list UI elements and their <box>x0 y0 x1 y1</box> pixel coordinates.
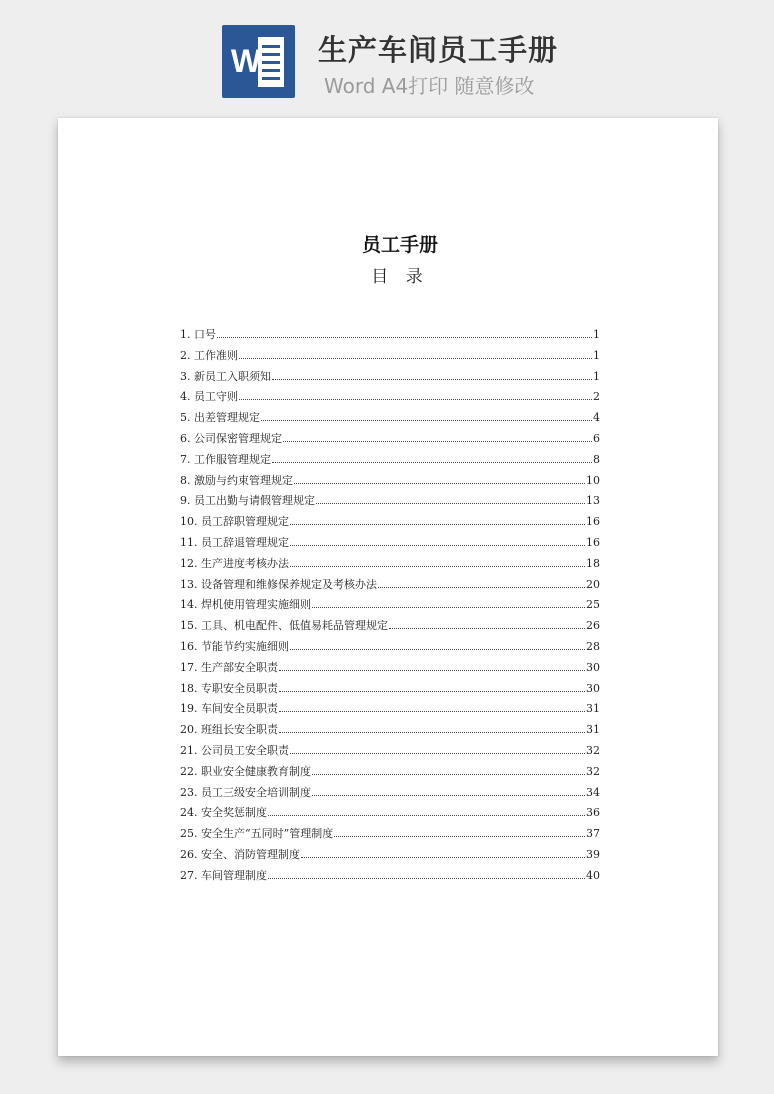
toc-leader-dots <box>239 345 592 359</box>
toc-entry-label: 20. 班组长安全职责 <box>180 723 278 737</box>
word-document-icon <box>222 25 295 98</box>
word-icon-line <box>262 69 280 72</box>
toc-leader-dots <box>301 844 585 858</box>
toc-entry-label: 2. 工作准则 <box>180 348 238 362</box>
document-title: 员工手册 <box>361 234 438 256</box>
toc-entry-label: 19. 车间安全员职责 <box>180 702 278 716</box>
toc-entry-label: 11. 员工辞退管理规定 <box>180 535 289 549</box>
toc-entry <box>180 740 600 761</box>
toc-entry <box>180 470 600 491</box>
toc-entry <box>180 428 600 449</box>
toc-entry <box>180 386 600 407</box>
toc-entry-page: 37 <box>586 827 600 841</box>
word-icon-line <box>262 61 280 64</box>
page-title: 生产车间员工手册 <box>318 33 559 67</box>
toc-leader-dots <box>279 698 585 712</box>
toc-entry-page: 10 <box>586 473 600 487</box>
toc-entry-label: 1. 口号 <box>180 328 216 341</box>
toc-leader-dots <box>279 719 585 733</box>
toc-entry <box>180 449 600 470</box>
toc-entry-label: 24. 安全奖惩制度 <box>180 806 267 820</box>
toc-entry-label: 14. 焊机使用管理实施细则 <box>180 598 311 612</box>
toc-leader-dots <box>312 594 585 608</box>
toc-leader-dots <box>239 386 592 400</box>
toc-entry <box>180 782 600 803</box>
toc-entry-page: 1 <box>593 328 600 341</box>
toc-entry-label: 7. 工作服管理规定 <box>180 452 271 466</box>
toc-entry-label: 22. 职业安全健康教育制度 <box>180 764 311 778</box>
toc-entry <box>180 532 600 553</box>
toc-leader-dots <box>316 490 585 504</box>
toc-leader-dots <box>272 449 592 463</box>
document-toc-heading: 目 录 <box>371 267 429 287</box>
toc-entry-label: 17. 生产部安全职责 <box>180 660 278 674</box>
toc-entry <box>180 615 600 636</box>
toc-entry <box>180 345 600 366</box>
document-page <box>58 118 718 1056</box>
toc-entry-label: 3. 新员工入职须知 <box>180 369 271 383</box>
toc-entry-label: 10. 员工辞职管理规定 <box>180 515 289 529</box>
toc-entry <box>180 802 600 823</box>
toc-entry-page: 13 <box>586 494 600 508</box>
toc-entry-page: 36 <box>586 806 600 820</box>
toc-entry-page: 30 <box>586 681 600 695</box>
toc-entry-page: 1 <box>593 348 600 362</box>
toc-leader-dots <box>217 324 592 338</box>
toc-leader-dots <box>279 657 585 671</box>
toc-entry-page: 31 <box>586 702 600 716</box>
toc-entry <box>180 574 600 595</box>
page-subtitle: Word A4打印 随意修改 <box>324 74 535 98</box>
toc-leader-dots <box>272 366 592 380</box>
word-icon-line <box>262 53 280 56</box>
toc-entry <box>180 594 600 615</box>
toc-entry-page: 39 <box>586 847 600 861</box>
toc-leader-dots <box>290 553 585 567</box>
toc-leader-dots <box>279 678 585 692</box>
toc-entry-label: 5. 出差管理规定 <box>180 411 260 425</box>
toc-entry-page: 6 <box>593 431 600 445</box>
toc-entry <box>180 823 600 844</box>
toc-entry-label: 26. 安全、消防管理制度 <box>180 847 300 861</box>
toc-leader-dots <box>290 636 585 650</box>
toc-entry <box>180 636 600 657</box>
toc-entry-page: 20 <box>586 577 600 591</box>
toc-leader-dots <box>389 615 585 629</box>
toc-entry <box>180 407 600 428</box>
toc-leader-dots <box>290 511 585 525</box>
toc-leader-dots <box>378 574 585 588</box>
toc-entry-page: 31 <box>586 723 600 737</box>
toc-entry-page: 16 <box>586 535 600 549</box>
toc-entry-page: 8 <box>593 452 600 466</box>
toc-entry-label: 25. 安全生产“五同时”管理制度 <box>180 827 334 841</box>
toc-entry <box>180 761 600 782</box>
toc-entry-page: 30 <box>586 660 600 674</box>
table-of-contents <box>180 324 600 886</box>
toc-entry-label: 18. 专职安全员职责 <box>180 681 278 695</box>
toc-entry <box>180 490 600 511</box>
toc-entry-page: 2 <box>593 390 600 404</box>
header <box>0 0 774 118</box>
toc-entry-page: 32 <box>586 764 600 778</box>
toc-entry <box>180 511 600 532</box>
toc-leader-dots <box>261 407 592 421</box>
toc-entry-label: 15. 工具、机电配件、低值易耗品管理规定 <box>180 619 388 633</box>
toc-entry <box>180 553 600 574</box>
toc-entry <box>180 719 600 740</box>
toc-leader-dots <box>312 782 585 796</box>
toc-leader-dots <box>312 761 585 775</box>
toc-leader-dots <box>290 532 585 546</box>
word-icon-letter: W <box>230 43 262 79</box>
toc-entry <box>180 657 600 678</box>
toc-entry-label: 4. 员工守则 <box>180 390 238 404</box>
toc-entry-page: 40 <box>586 868 600 882</box>
toc-entry-label: 8. 激励与约束管理规定 <box>180 473 293 487</box>
toc-leader-dots <box>334 823 585 837</box>
toc-entry-page: 28 <box>586 639 600 653</box>
toc-entry-label: 12. 生产进度考核办法 <box>180 556 289 570</box>
toc-entry-page: 1 <box>593 369 600 383</box>
toc-entry <box>180 366 600 387</box>
toc-entry <box>180 698 600 719</box>
toc-entry <box>180 865 600 886</box>
toc-leader-dots <box>268 802 585 816</box>
toc-leader-dots <box>268 865 585 879</box>
word-icon-line <box>262 77 280 80</box>
toc-entry-label: 21. 公司员工安全职责 <box>180 743 289 757</box>
toc-entry <box>180 678 600 699</box>
toc-entry-label: 27. 车间管理制度 <box>180 868 267 882</box>
toc-entry-page: 4 <box>593 411 600 425</box>
toc-entry-label: 16. 节能节约实施细则 <box>180 639 289 653</box>
toc-entry-label: 6. 公司保密管理规定 <box>180 431 282 445</box>
toc-entry-label: 13. 设备管理和维修保养规定及考核办法 <box>180 577 377 591</box>
toc-entry-page: 25 <box>586 598 600 612</box>
toc-entry <box>180 324 600 345</box>
toc-entry-page: 32 <box>586 743 600 757</box>
toc-entry-label: 23. 员工三级安全培训制度 <box>180 785 311 799</box>
toc-entry-page: 16 <box>586 515 600 529</box>
toc-leader-dots <box>294 470 585 484</box>
word-icon-line <box>262 45 280 48</box>
toc-entry <box>180 844 600 865</box>
toc-entry-page: 34 <box>586 785 600 799</box>
toc-leader-dots <box>290 740 585 754</box>
toc-entry-page: 18 <box>586 556 600 570</box>
toc-entry-label: 9. 员工出勤与请假管理规定 <box>180 494 315 508</box>
toc-leader-dots <box>283 428 592 442</box>
toc-entry-page: 26 <box>586 619 600 633</box>
